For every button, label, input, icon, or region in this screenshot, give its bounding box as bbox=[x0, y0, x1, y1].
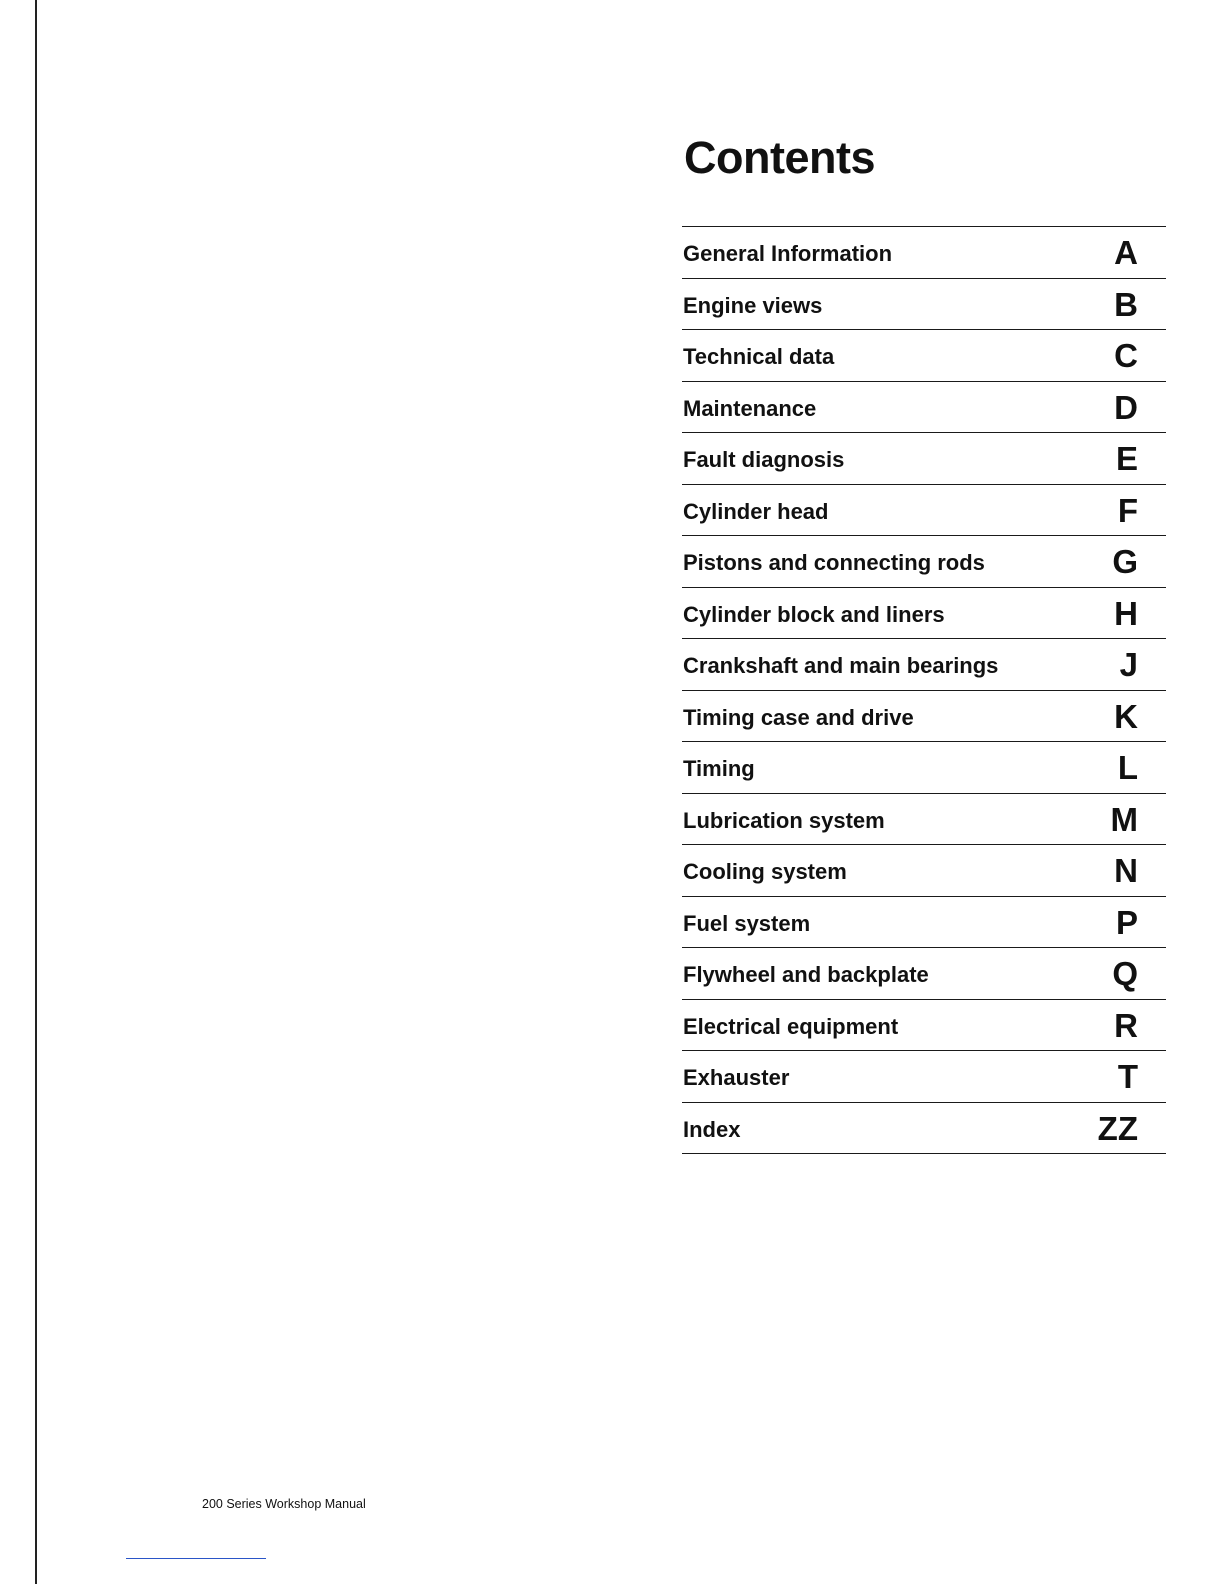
toc-entry-timing[interactable] bbox=[682, 742, 1166, 794]
toc-entry-cylinder-head[interactable] bbox=[682, 485, 1166, 537]
toc-section-letter: T bbox=[1117, 1058, 1138, 1095]
toc-section-letter: G bbox=[1112, 543, 1138, 580]
toc-section-letter: L bbox=[1117, 749, 1138, 786]
toc-entry-lubrication-system[interactable] bbox=[682, 794, 1166, 846]
toc-entry-pistons-and-connecting-rods[interactable] bbox=[682, 536, 1166, 588]
toc-entry-timing-case-and-drive[interactable] bbox=[682, 691, 1166, 743]
toc-section-letter: C bbox=[1114, 337, 1138, 374]
toc-entry-electrical-equipment[interactable] bbox=[682, 1000, 1166, 1052]
toc-entry-label: Exhauster bbox=[683, 1065, 790, 1090]
page-title: Contents bbox=[684, 132, 875, 183]
toc-section-letter: E bbox=[1115, 440, 1138, 477]
toc-section-letter: D bbox=[1114, 388, 1138, 426]
footer-divider bbox=[126, 1558, 266, 1559]
footer-manual-title: 200 Series Workshop Manual bbox=[202, 1497, 366, 1511]
toc-section-letter: K bbox=[1114, 697, 1138, 735]
toc-entry-label: Fuel system bbox=[683, 910, 811, 936]
toc-entry-label: Cylinder block and liners bbox=[683, 601, 945, 627]
toc-entry-exhauster[interactable] bbox=[682, 1051, 1166, 1103]
toc-entry-label: Fault diagnosis bbox=[683, 447, 845, 472]
toc-entry-label: Pistons and connecting rods bbox=[683, 550, 985, 575]
toc-entry-label: Electrical equipment bbox=[683, 1013, 899, 1039]
toc-section-letter: Q bbox=[1112, 955, 1138, 992]
toc-entry-maintenance[interactable] bbox=[682, 382, 1166, 434]
toc-section-letter: A bbox=[1114, 234, 1138, 271]
toc-section-letter: F bbox=[1117, 491, 1138, 529]
toc-section-letter: H bbox=[1114, 594, 1138, 632]
toc-entry-label: Lubrication system bbox=[683, 807, 885, 833]
toc-entry-label: Engine views bbox=[683, 292, 823, 318]
toc-entry-fuel-system[interactable] bbox=[682, 897, 1166, 949]
toc-entry-cylinder-block-and-liners[interactable] bbox=[682, 588, 1166, 640]
toc-entry-label: Technical data bbox=[683, 344, 835, 369]
toc-entry-label: Cylinder head bbox=[683, 498, 829, 524]
toc-entry-crankshaft-and-main-bearings[interactable] bbox=[682, 639, 1166, 691]
toc-section-letter: J bbox=[1119, 646, 1138, 683]
toc-section-letter: M bbox=[1110, 800, 1138, 838]
toc-entry-fault-diagnosis[interactable] bbox=[682, 433, 1166, 485]
toc-entry-label: Timing bbox=[683, 756, 755, 781]
toc-entry-label: Cooling system bbox=[683, 859, 847, 884]
toc-entry-label: Timing case and drive bbox=[683, 704, 914, 730]
toc-section-letter: P bbox=[1115, 903, 1138, 941]
toc-entry-label: Maintenance bbox=[683, 395, 817, 421]
toc-entry-engine-views[interactable] bbox=[682, 279, 1166, 331]
toc-entry-index[interactable] bbox=[682, 1103, 1166, 1155]
toc-entry-flywheel-and-backplate[interactable] bbox=[682, 948, 1166, 1000]
toc-entry-technical-data[interactable] bbox=[682, 330, 1166, 382]
toc-entry-label: Index bbox=[683, 1116, 741, 1142]
toc-entry-label: Crankshaft and main bearings bbox=[683, 653, 999, 678]
toc-section-letter: N bbox=[1114, 852, 1138, 889]
toc-entry-label: Flywheel and backplate bbox=[683, 962, 929, 987]
table-of-contents bbox=[682, 226, 1166, 1154]
toc-entry-label: General Information bbox=[683, 241, 893, 266]
toc-entry-general-information[interactable] bbox=[682, 227, 1166, 279]
page-binding-edge bbox=[35, 0, 37, 1584]
toc-section-letter: R bbox=[1114, 1006, 1138, 1044]
toc-section-letter: B bbox=[1114, 285, 1138, 323]
toc-section-letter: ZZ bbox=[1097, 1109, 1138, 1147]
toc-entry-cooling-system[interactable] bbox=[682, 845, 1166, 897]
